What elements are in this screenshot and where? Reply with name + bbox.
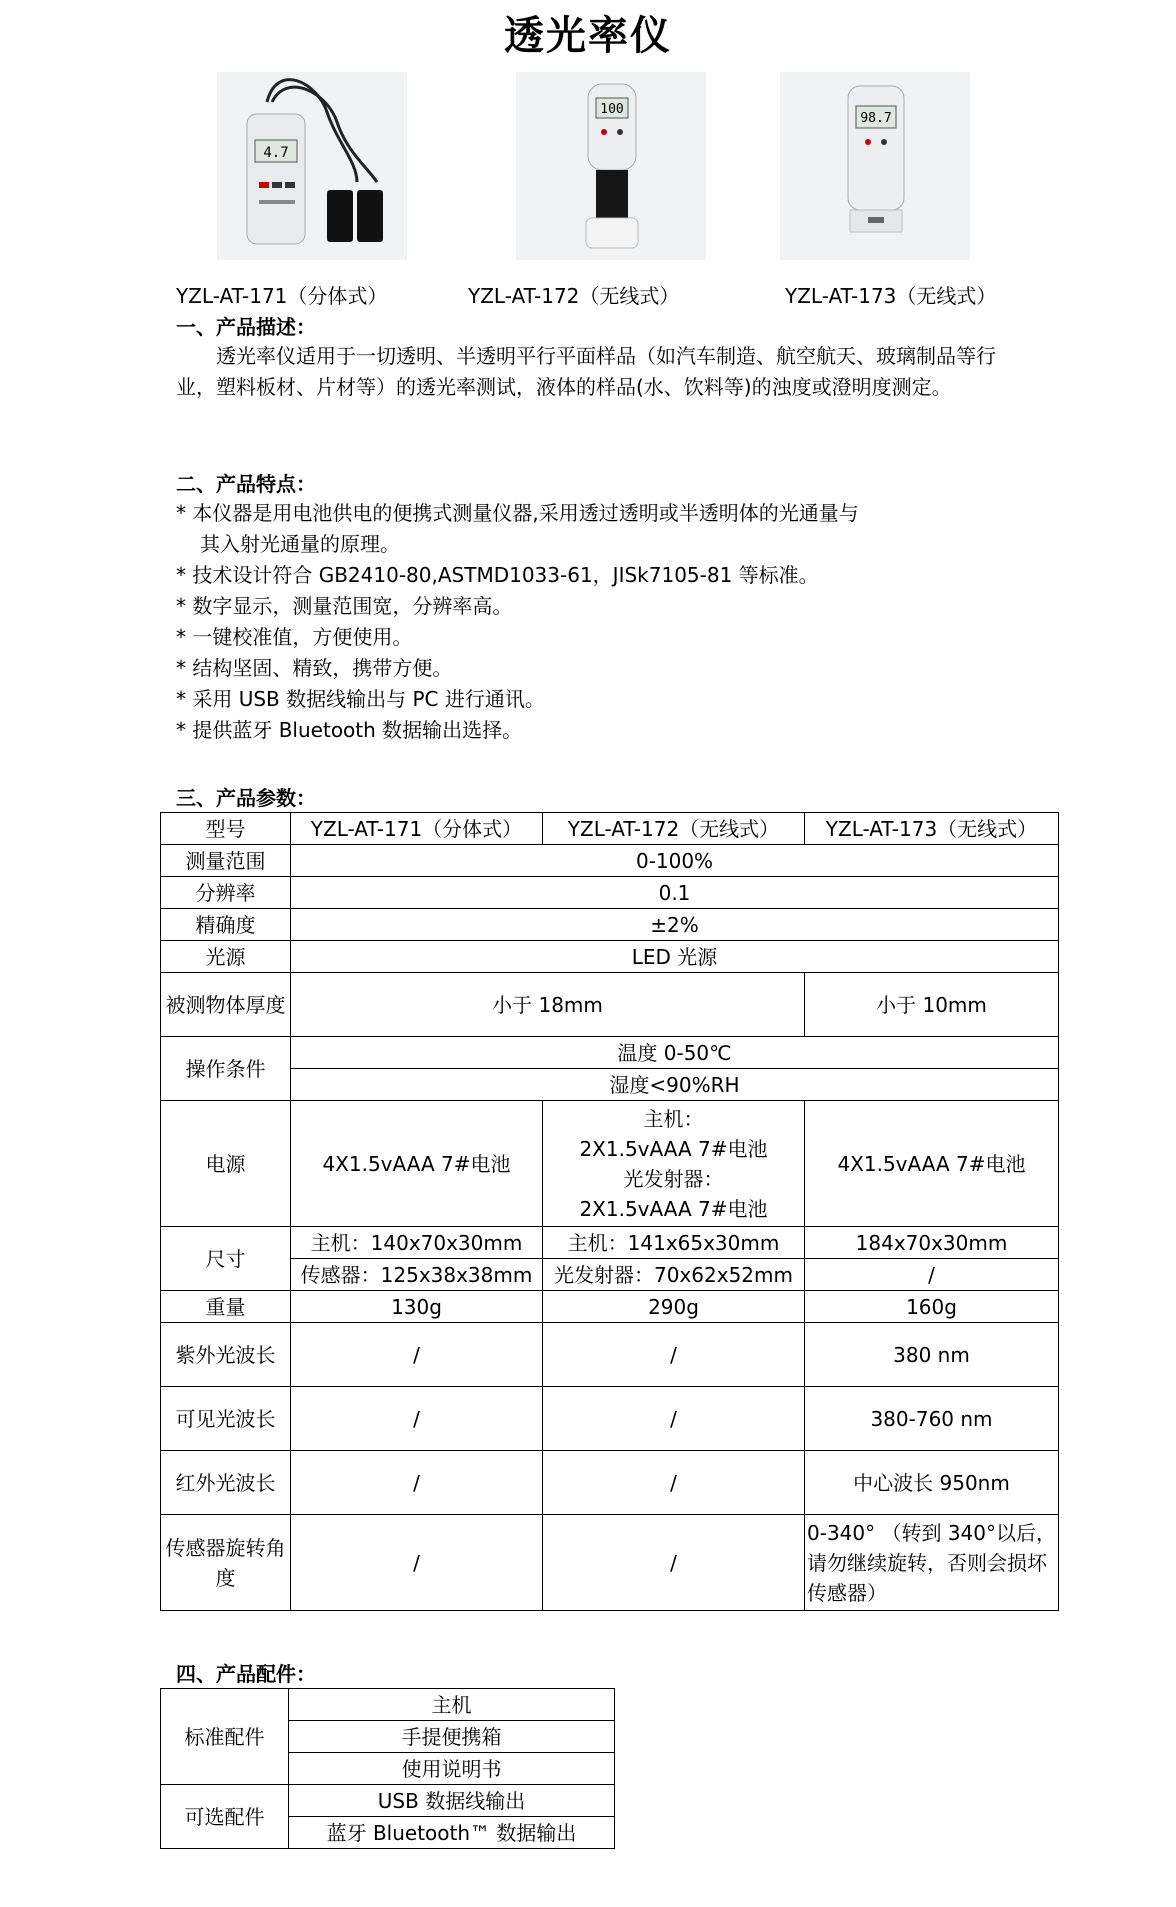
table-row — [161, 1387, 1059, 1451]
table-cell: 0.1 — [291, 877, 1059, 909]
table-cell: 光源 — [161, 941, 291, 973]
table-cell: 被测物体厚度 — [161, 973, 291, 1037]
power-line: 主机： — [643, 1106, 704, 1131]
table-cell: / — [543, 1387, 805, 1451]
table-cell: YZL-AT-173（无线式） — [805, 813, 1059, 845]
table-cell — [543, 1101, 805, 1227]
feature-item: * 数字显示，测量范围宽，分辨率高。 — [176, 594, 513, 618]
table-cell: / — [291, 1515, 543, 1611]
table-cell: 130g — [291, 1291, 543, 1323]
product-caption-171: YZL-AT-171（分体式） — [176, 284, 388, 308]
table-cell: 0-100% — [291, 845, 1059, 877]
table-cell: 4X1.5vAAA 7#电池 — [291, 1101, 543, 1227]
table-cell: 精确度 — [161, 909, 291, 941]
table-cell: 290g — [543, 1291, 805, 1323]
section-description-heading: 一、产品描述： — [176, 315, 316, 339]
table-row — [161, 941, 1059, 973]
table-row — [161, 1323, 1059, 1387]
table-row — [161, 1785, 615, 1817]
table-cell: 分辨率 — [161, 877, 291, 909]
table-cell: LED 光源 — [291, 941, 1059, 973]
meter-171-icon — [217, 72, 407, 260]
table-cell: 小于 10mm — [805, 973, 1059, 1037]
accessories-table — [160, 1688, 615, 1849]
table-cell: / — [543, 1323, 805, 1387]
table-cell: YZL-AT-171（分体式） — [291, 813, 543, 845]
table-cell: 160g — [805, 1291, 1059, 1323]
table-cell: 4X1.5vAAA 7#电池 — [805, 1101, 1059, 1227]
feature-item: * 一键校准值，方便使用。 — [176, 625, 413, 649]
table-row — [161, 1037, 1059, 1069]
table-cell: USB 数据线输出 — [289, 1785, 615, 1817]
section-accessories-heading: 四、产品配件： — [176, 1662, 316, 1686]
table-row — [161, 1259, 1059, 1291]
table-cell: YZL-AT-172（无线式） — [543, 813, 805, 845]
feature-item: * 结构坚固、精致，携带方便。 — [176, 656, 453, 680]
table-row — [161, 845, 1059, 877]
table-cell: 0-340° （转到 340°以后，请勿继续旋转，否则会损坏传感器） — [805, 1515, 1059, 1611]
table-cell: 红外光波长 — [161, 1451, 291, 1515]
table-cell: 蓝牙 Bluetooth™ 数据输出 — [289, 1817, 615, 1849]
product-caption-173: YZL-AT-173（无线式） — [785, 284, 997, 308]
svg-text:4.7: 4.7 — [263, 145, 289, 161]
svg-text:100: 100 — [600, 102, 624, 117]
table-cell: 测量范围 — [161, 845, 291, 877]
table-row — [161, 1451, 1059, 1515]
table-cell: 电源 — [161, 1101, 291, 1227]
table-cell: / — [291, 1451, 543, 1515]
table-row — [161, 1515, 1059, 1611]
product-caption-172: YZL-AT-172（无线式） — [468, 284, 680, 308]
table-cell: 小于 18mm — [291, 973, 805, 1037]
table-cell: 型号 — [161, 813, 291, 845]
table-cell: 可选配件 — [161, 1785, 289, 1849]
table-row — [161, 909, 1059, 941]
table-cell: 184x70x30mm — [805, 1227, 1059, 1259]
feature-list — [176, 498, 859, 746]
product-image-171 — [217, 72, 407, 260]
svg-text:98.7: 98.7 — [860, 111, 892, 126]
table-row — [161, 877, 1059, 909]
table-row — [161, 1689, 615, 1721]
table-cell: / — [543, 1515, 805, 1611]
table-cell: 可见光波长 — [161, 1387, 291, 1451]
page-title: 透光率仪 — [504, 13, 672, 59]
power-line: 光发射器： — [623, 1166, 724, 1191]
table-row — [161, 1101, 1059, 1227]
table-cell: 传感器：125x38x38mm — [291, 1259, 543, 1291]
meter-173-icon — [780, 72, 970, 260]
feature-item: * 采用 USB 数据线输出与 PC 进行通讯。 — [176, 687, 545, 711]
table-cell: / — [543, 1451, 805, 1515]
product-image-172 — [516, 72, 706, 260]
table-cell: 手提便携箱 — [289, 1721, 615, 1753]
table-cell: 主机：140x70x30mm — [291, 1227, 543, 1259]
table-cell: / — [805, 1259, 1059, 1291]
section-features-heading: 二、产品特点： — [176, 472, 316, 496]
description-text: 透光率仪适用于一切透明、半透明平行平面样品（如汽车制造、航空航天、玻璃制品等行业，塑料板材、片材等）的透光率测试，液体的样品(水、饮料等)的浊度或澄明度测定。 — [176, 344, 996, 399]
power-line: 2X1.5vAAA 7#电池 — [579, 1136, 768, 1161]
table-cell: 主机 — [289, 1689, 615, 1721]
section-params-heading: 三、产品参数： — [176, 786, 316, 810]
table-cell: 传感器旋转角度 — [161, 1515, 291, 1611]
table-cell: 主机：141x65x30mm — [543, 1227, 805, 1259]
power-line: 2X1.5vAAA 7#电池 — [579, 1196, 768, 1221]
feature-item: * 本仪器是用电池供电的便携式测量仪器,采用透过透明或半透明体的光通量与 — [176, 501, 859, 525]
table-cell: ±2% — [291, 909, 1059, 941]
table-cell: 温度 0-50℃ — [291, 1037, 1059, 1069]
table-cell: / — [291, 1323, 543, 1387]
table-cell: 操作条件 — [161, 1037, 291, 1101]
table-row — [161, 1291, 1059, 1323]
table-row — [161, 813, 1059, 845]
table-cell: 紫外光波长 — [161, 1323, 291, 1387]
table-cell: 光发射器：70x62x52mm — [543, 1259, 805, 1291]
feature-item: * 提供蓝牙 Bluetooth 数据输出选择。 — [176, 718, 523, 742]
table-cell: 重量 — [161, 1291, 291, 1323]
table-cell: 尺寸 — [161, 1227, 291, 1291]
table-cell: 380 nm — [805, 1323, 1059, 1387]
feature-item: * 技术设计符合 GB2410-80,ASTMD1033-61，JISk7105-81 等标准。 — [176, 563, 819, 587]
params-table — [160, 812, 1059, 1611]
product-image-173 — [780, 72, 970, 260]
meter-172-icon — [516, 72, 706, 260]
table-row — [161, 1227, 1059, 1259]
table-cell: 标准配件 — [161, 1689, 289, 1785]
table-row — [161, 973, 1059, 1037]
table-cell: / — [291, 1387, 543, 1451]
table-row — [161, 1069, 1059, 1101]
table-cell: 380-760 nm — [805, 1387, 1059, 1451]
feature-item: 其入射光通量的原理。 — [200, 532, 400, 556]
table-cell: 中心波长 950nm — [805, 1451, 1059, 1515]
table-cell: 使用说明书 — [289, 1753, 615, 1785]
table-cell: 湿度<90%RH — [291, 1069, 1059, 1101]
